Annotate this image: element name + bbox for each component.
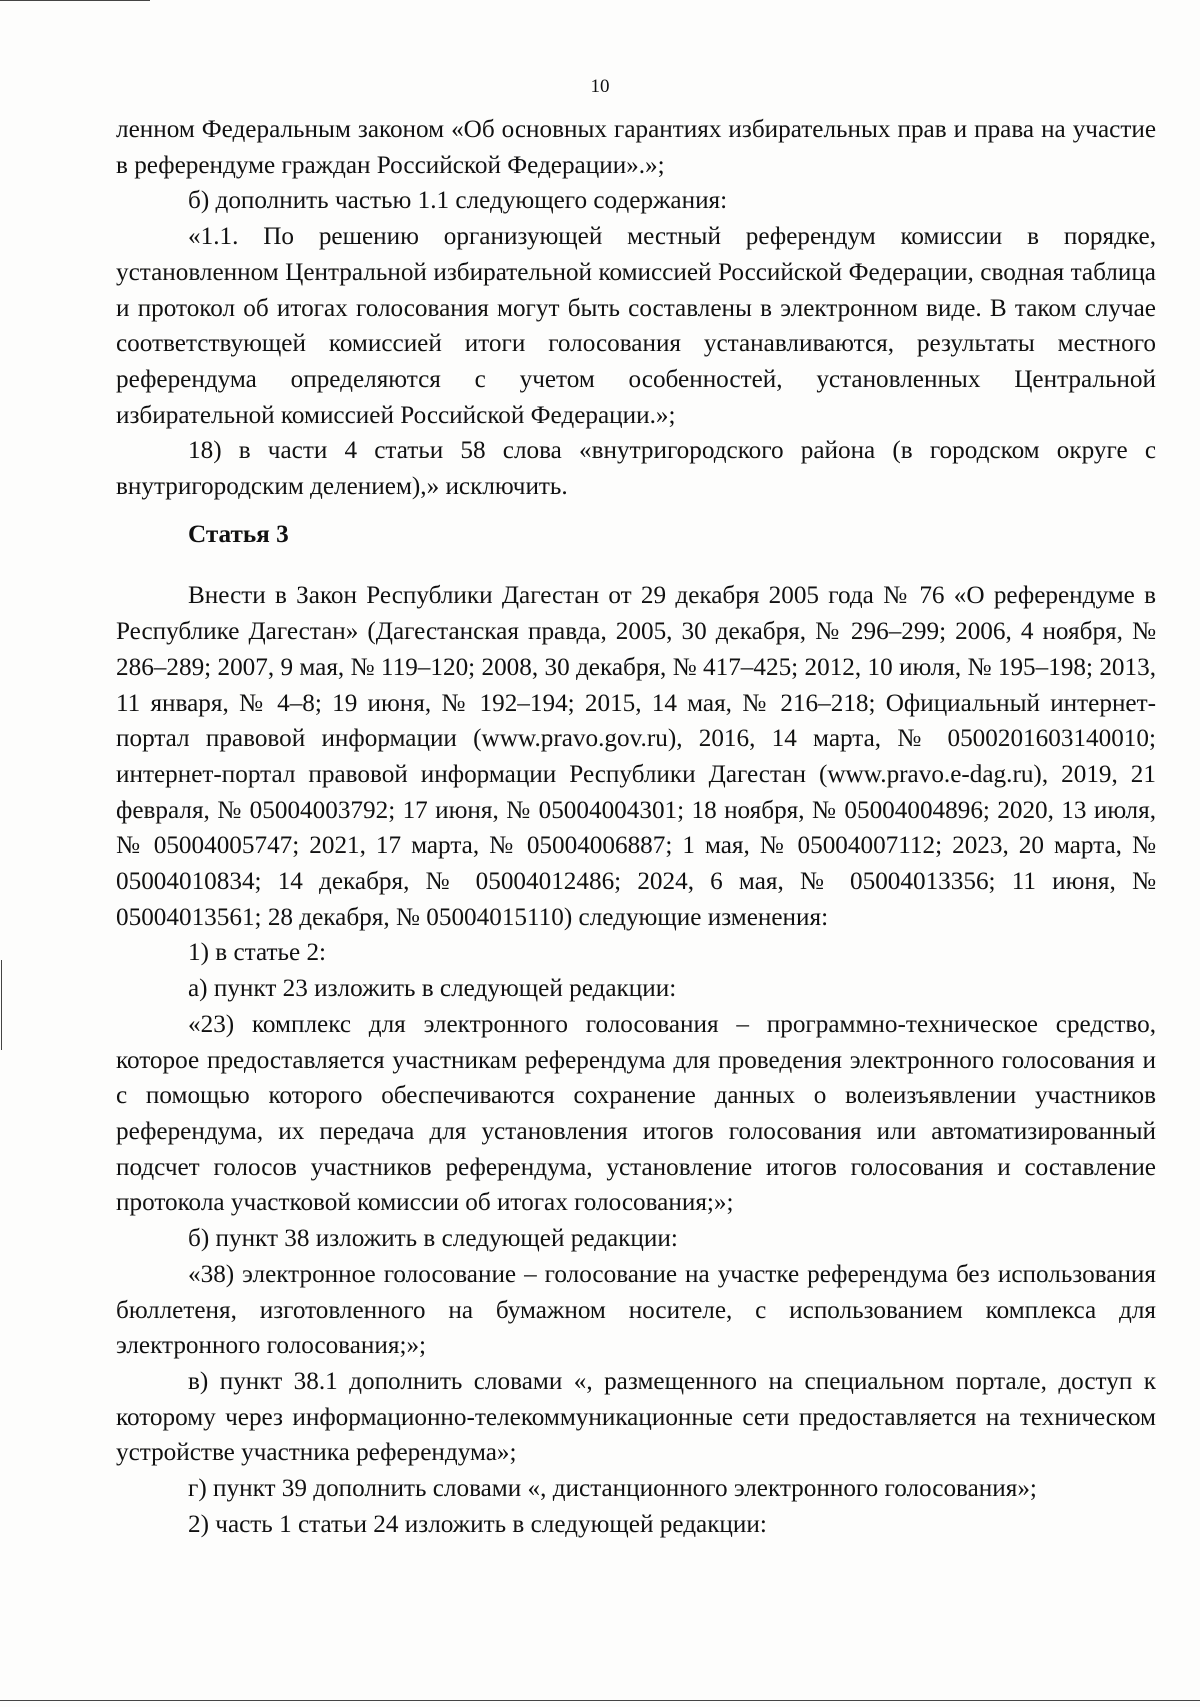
- paragraph-quote-38: «38) электронное голосование – голосование на участке референдума без использования бюллетеня, изготовленного на бумажном носителе, с использованием комплекса для электронного голосования;»;: [116, 1260, 1156, 1360]
- paragraph-item-1v: в) пункт 38.1 дополнить словами «, размещенного на специальном портале, доступ к которому через информационно-телекоммуникационные сети предоставляется на техническом устройстве участника референдума»;: [116, 1367, 1156, 1467]
- paragraph-item-18: 18) в части 4 статьи 58 слова «внутригородского района (в городском округе с внутригородским делением),» исключить.: [116, 437, 1156, 501]
- paragraph-item-1a: а) пункт 23 изложить в следующей редакции:: [188, 975, 677, 1003]
- paragraph-item-1: 1) в статье 2:: [188, 939, 327, 967]
- paragraph-article-3-intro: Внести в Закон Республики Дагестан от 29 декабря 2005 года № 76 «О референдуме в Республике Дагестан» (Дагестанская правда, 2005, 30 декабря, № 296–299; 2006, 4 ноября, № 286–289; 2007, 9 мая, № 119–120; 2008, 30 декабря, № 417–425; 2012, 10 июля, № 195–198; 2013, 11 января, № 4–8; 19 июня, № 192–194; 2015, 14 мая, № 216–218; Официальный интернет-портал правовой информации (www.pravo.gov.ru), 2016, 14 марта, № 0500201603140010; интернет-портал правовой информации Республики Дагестан (www.pravo.e-dag.ru), 2019, 21 февраля, № 05004003792; 17 июня, № 05004004301; 18 ноября, № 05004004896; 2020, 13 июля, № 05004005747; 2021, 17 марта, № 05004006887; 1 мая, № 05004007112; 2023, 20 марта, № 05004010834; 14 декабря, № 05004012486; 2024, 6 мая, № 05004013356; 11 июня, № 05004013561; 28 декабря, № 05004015110) следующие изменения:: [116, 582, 1156, 931]
- paragraph-continuation: ленном Федеральным законом «Об основных гарантиях избирательных прав и права на участие в референдуме граждан Российской Федерации».»;: [116, 116, 1156, 179]
- paragraph-amendment-b: б) дополнить частью 1.1 следующего содержания:: [188, 187, 728, 215]
- scan-edge-bottom: [0, 1700, 1200, 1701]
- article-heading: Статья 3: [188, 520, 289, 548]
- document-body: [116, 112, 1156, 1542]
- paragraph-quote-1-1: «1.1. По решению организующей местный референдум комиссии в порядке, установленном Центральной избирательной комиссией Российской Федерации, сводная таблица и протокол об итогах голосования могут быть составлены в электронном виде. В таком случае соответствующей комиссией итоги голосования устанавливаются, результаты местного референдума определяются с учетом особенностей, установленных Центральной избирательной комиссией Российской Федерации.»;: [116, 223, 1156, 429]
- paragraph-item-1g: г) пункт 39 дополнить словами «, дистанционного электронного голосования»;: [188, 1475, 1037, 1503]
- paragraph-item-2: 2) часть 1 статьи 24 изложить в следующей редакции:: [188, 1510, 767, 1538]
- scan-edge-left: [1, 960, 2, 1050]
- paragraph-item-1b: б) пункт 38 изложить в следующей редакции:: [188, 1225, 678, 1253]
- page-number: 10: [590, 76, 610, 97]
- scan-edge-top: [0, 0, 150, 1]
- paragraph-quote-23: «23) комплекс для электронного голосования – программно-техническое средство, которое предоставляется участникам референдума для проведения электронного голосования и с помощью которого обеспечиваются сохранение данных о волеизъявлении участников референдума, их передача для установления итогов голосования или автоматизированный подсчет голосов участников референдума, установление итогов голосования и составление протокола участковой комиссии об итогах голосования;»;: [116, 1010, 1156, 1217]
